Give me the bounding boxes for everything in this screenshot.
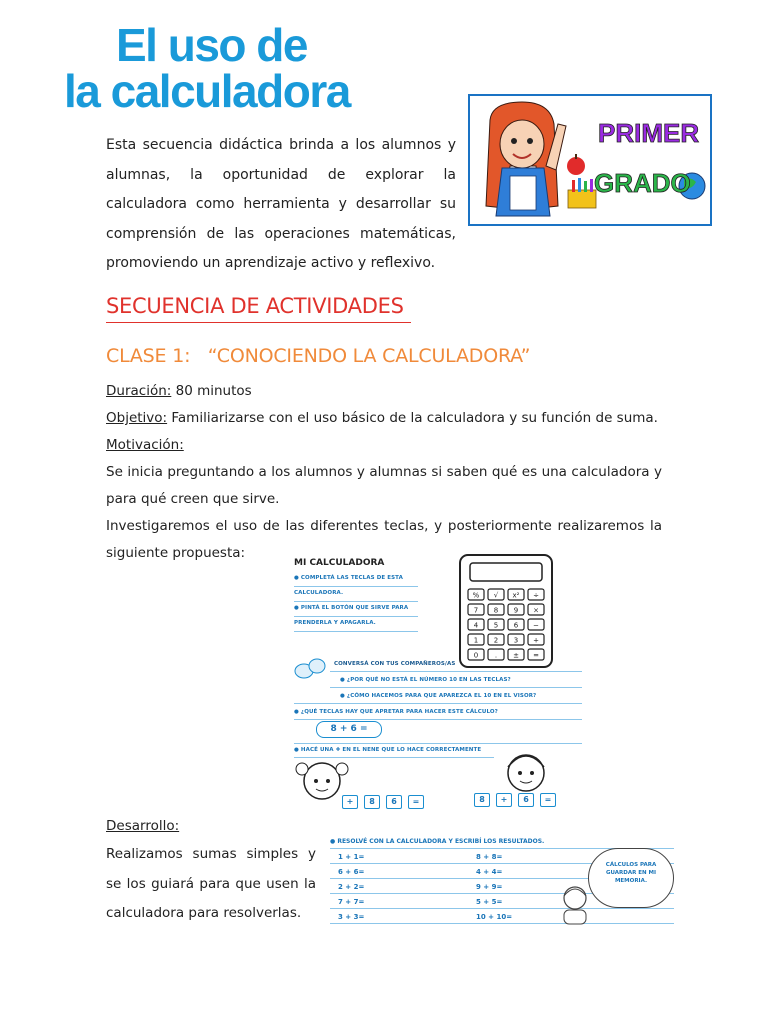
calculator-key-label: ×	[533, 606, 539, 615]
duration-label: Duración:	[106, 383, 172, 399]
calculator-key-label: ±	[513, 651, 519, 660]
section-heading-underline	[106, 322, 411, 323]
primer-grado-illustration	[468, 94, 712, 226]
speech-bubbles-icon	[294, 657, 326, 679]
key-six: 6	[518, 793, 534, 807]
calculator-key-label: 9	[513, 606, 519, 615]
calculator-key-label: 5	[493, 621, 499, 630]
worksheet-sums-header: ● RESOLVÉ CON LA CALCULADORA Y ESCRIBÍ LOS RESULTADOS.	[330, 838, 545, 845]
objective-value: Familiarizarse con el uso básico de la calculadora y su función de suma.	[167, 410, 658, 426]
sum-cell: 8 + 8=	[476, 853, 503, 861]
calculator-key-label: 0	[473, 651, 479, 660]
worksheet-title: MI CALCULADORA	[294, 558, 385, 568]
key-plus: +	[342, 795, 358, 809]
worksheet-line: PRENDERLA Y APAGARLA.	[294, 620, 376, 626]
calculator-key-label: 8	[493, 606, 499, 615]
sum-cell: 9 + 9=	[476, 883, 503, 891]
intro-paragraph: Esta secuencia didáctica brinda a los alumnos y alumnas, la oportunidad de explorar la calculadora como herramienta y desarrollar su comprensión de las operaciones matemáticas, promoviendo un aprendizaje activo y reflexivo.	[106, 137, 456, 271]
motivation-paragraph-1: Se inicia preguntando a los alumnos y alumnas si saben qué es una calculadora y para qué creen que sirve.	[106, 464, 662, 507]
calculator-key-label: %	[472, 591, 480, 600]
sum-cell: 1 + 1=	[338, 853, 365, 861]
question-2: ● ¿CÓMO HACEMOS PARA QUE APAREZCA EL 10 EN EL VISOR?	[340, 693, 537, 699]
title-line-1: El uso de	[116, 19, 307, 71]
motivation-label-line	[106, 432, 662, 459]
badge-text-1: PRIMER	[598, 118, 700, 148]
key-plus: +	[496, 793, 512, 807]
worksheet-line: ● PINTÁ EL BOTÓN QUE SIRVE PARA	[294, 605, 409, 611]
memory-cloud-text: CÁLCULOS PARA GUARDAR EN MI MEMORIA.	[605, 862, 657, 884]
calculator-key-label: .	[494, 651, 498, 660]
development-paragraph: Realizamos sumas simples y se los guiará para que usen la calculadora para resolverlas.	[106, 846, 316, 921]
objective-line	[106, 405, 676, 432]
duration-value: 80 minutos	[171, 383, 252, 399]
sum-cell: 7 + 7=	[338, 898, 365, 906]
worksheet-line: CALCULADORA.	[294, 590, 344, 596]
question-1: ● ¿POR QUÉ NO ESTÁ EL NÚMERO 10 EN LAS TECLAS?	[340, 677, 511, 683]
objective-label: Objetivo:	[106, 410, 168, 426]
calculator-key-label: 4	[473, 621, 479, 630]
mark-instruction: ● HACÉ UNA ✚ EN EL NENE QUE LO HACE CORRECTAMENTE	[294, 747, 482, 753]
calculator-key-label: 3	[513, 636, 519, 645]
calculator-key-label: 7	[473, 606, 479, 615]
calculator-key-label: ÷	[533, 591, 539, 600]
discuss-heading: CONVERSÁ CON TUS COMPAÑEROS/AS	[334, 661, 456, 667]
duration-line	[106, 378, 662, 405]
calculator-key-label: +	[533, 636, 539, 645]
thinking-child-icon	[558, 882, 592, 926]
calculator-key-label: −	[533, 621, 539, 630]
sum-cell: 5 + 5=	[476, 898, 503, 906]
worksheet-sums	[326, 834, 678, 930]
key-equals: =	[540, 793, 556, 807]
calculator-key-label: 2	[493, 636, 499, 645]
section-heading: SECUENCIA DE ACTIVIDADES	[106, 294, 404, 318]
calculator-icon	[458, 553, 554, 669]
motivation-label: Motivación:	[106, 437, 184, 453]
key-six: 6	[386, 795, 402, 809]
calculation-pill: 8 + 6 =	[316, 721, 382, 738]
sum-cell: 10 + 10=	[476, 913, 513, 921]
boy-face-icon	[498, 745, 554, 795]
class-heading: CLASE 1: “CONOCIENDO LA CALCULADORA”	[106, 345, 531, 367]
calculator-key-label: =	[533, 651, 539, 660]
sum-cell: 6 + 6=	[338, 868, 365, 876]
sum-cell: 3 + 3=	[338, 913, 365, 921]
page-title	[64, 19, 364, 117]
memory-cloud	[588, 848, 674, 908]
calculator-key-label: √	[493, 591, 499, 600]
title-line-2: la calculadora	[64, 65, 350, 117]
question-3: ● ¿QUÉ TECLAS HAY QUE APRETAR PARA HACER ESTE CÁLCULO?	[294, 709, 498, 715]
motivation-paragraph-2: Investigaremos el uso de las diferentes teclas, y posteriormente realizaremos la siguiente propuesta:	[106, 518, 662, 561]
development-label: Desarrollo:	[106, 818, 180, 834]
worksheet-line: ● COMPLETÁ LAS TECLAS DE ESTA	[294, 575, 403, 581]
key-eight: 8	[474, 793, 490, 807]
sum-cell: 4 + 4=	[476, 868, 503, 876]
badge-text-2: GRADO	[594, 168, 691, 198]
sum-cell: 2 + 2=	[338, 883, 365, 891]
girl-illustration	[470, 96, 710, 224]
calculator-key-label: 6	[513, 621, 519, 630]
calculator-key-label: x²	[512, 591, 520, 600]
worksheet-mi-calculadora	[290, 553, 586, 815]
key-equals: =	[408, 795, 424, 809]
calculator-key-label: 1	[473, 636, 479, 645]
key-eight: 8	[364, 795, 380, 809]
